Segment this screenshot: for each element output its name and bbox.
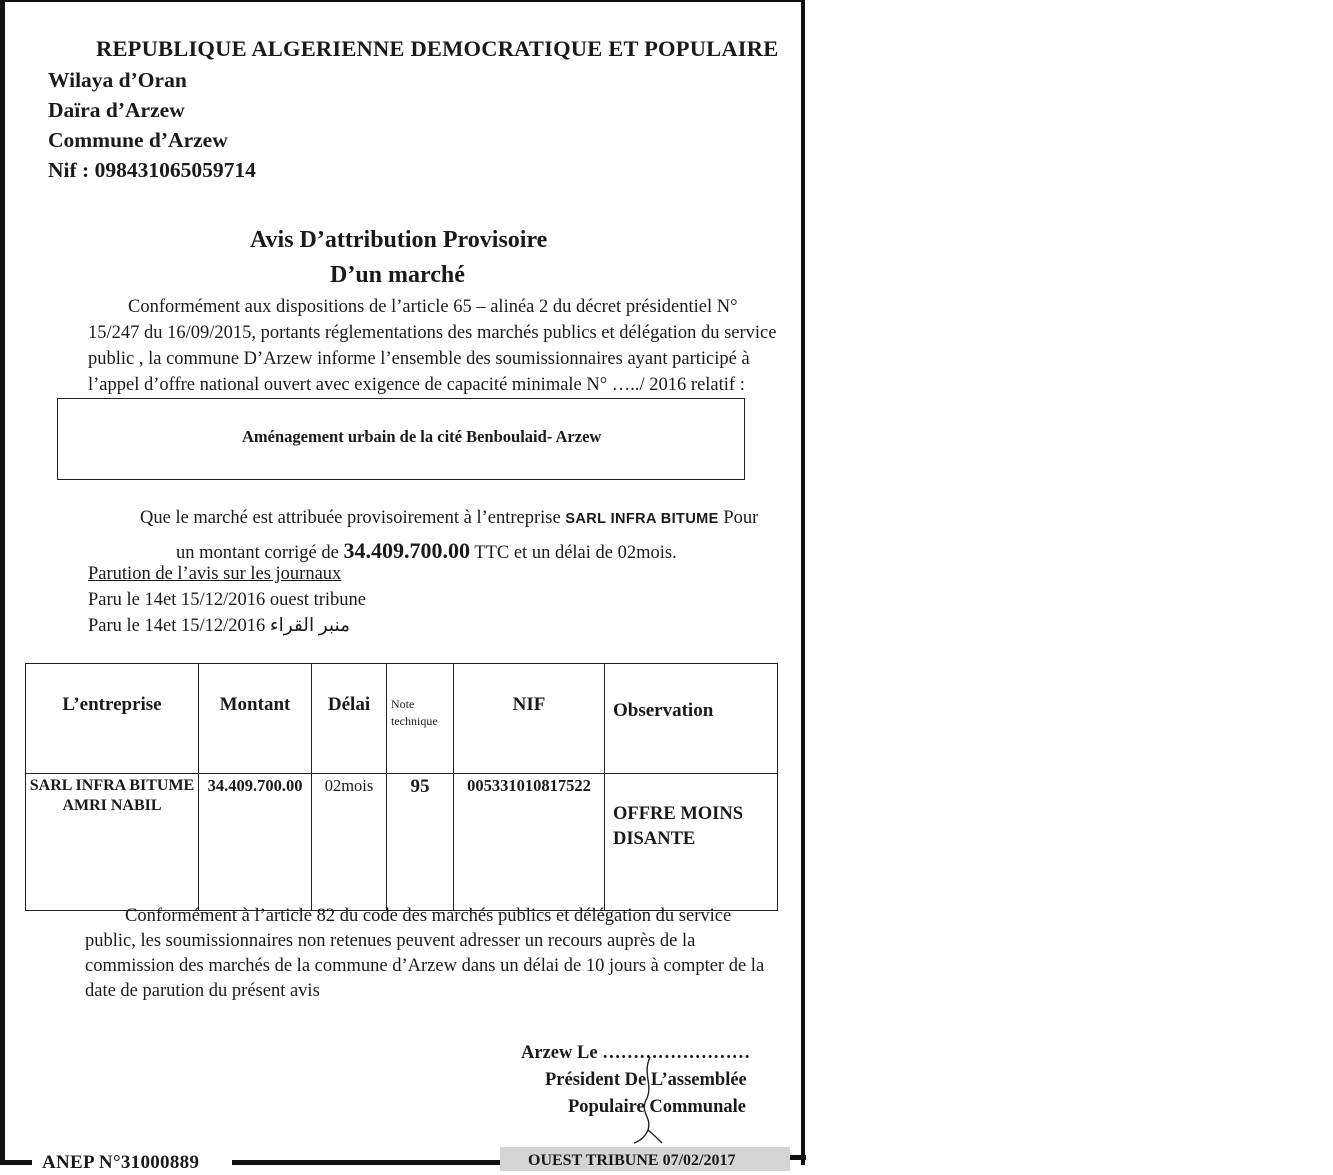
cell-entreprise (26, 774, 199, 911)
wilaya-line: Wilaya d’Oran (48, 68, 187, 92)
footer-dash (0, 1160, 32, 1165)
cell-entreprise-1: SARL INFRA BITUME (29, 777, 195, 794)
intro-line: l’appel d’offre national ouvert avec exigence de capacité minimale N° …../ 2016 relatif : (88, 375, 745, 395)
cell-montant: 34.409.700.00 (199, 774, 312, 911)
object-text: Aménagement urbain de la cité Benboulaid- Arzew (242, 427, 602, 446)
header-note (387, 664, 454, 774)
publication-title: Parution de l’avis sur les journaux (88, 564, 342, 584)
publication-line: Paru le 14et 15/12/2016 ouest tribune (88, 590, 366, 610)
publication-line: Paru le 14et 15/12/2016 منبر القراء (88, 616, 350, 636)
cell-observation-2: DISANTE (613, 829, 696, 849)
intro-paragraph (88, 294, 776, 398)
attribution-line-2 (176, 538, 677, 564)
notice-title: Avis D’attribution Provisoire (250, 227, 548, 253)
object-box (57, 398, 745, 480)
attribution-amount: 34.409.700.00 (343, 538, 470, 563)
commune-line: Commune d’Arzew (48, 128, 228, 152)
cell-observation-1: OFFRE MOINS (613, 804, 744, 824)
header-note-2: technique (391, 714, 438, 728)
nif-line: Nif : 098431065059714 (48, 158, 256, 182)
attribution-suffix: Pour (718, 508, 759, 528)
newspaper-name-date: OUEST TRIBUNE 07/02/2017 (528, 1152, 736, 1169)
anep-number: ANEP N°31000889 (42, 1152, 200, 1173)
cell-note: 95 (387, 774, 454, 911)
header-observation: Observation (605, 664, 778, 774)
header-nif: NIF (454, 664, 605, 774)
footer-newspaper (500, 1147, 790, 1171)
header-entreprise: L’entreprise (26, 664, 199, 774)
table-header-row (26, 664, 778, 774)
daira-line: Daïra d’Arzew (48, 98, 185, 122)
signature-title-1: Président De L’assemblée (545, 1070, 747, 1090)
handwritten-signature-icon (628, 1055, 668, 1145)
table-row (26, 774, 778, 911)
cell-observation (605, 774, 778, 911)
recourse-line: Conformément à l’article 82 du code des marchés publics et délégation du service (125, 906, 732, 926)
cell-delai: 02mois (312, 774, 387, 911)
republic-heading: REPUBLIQUE ALGERIENNE DEMOCRATIQUE ET POPULAIRE (96, 36, 779, 61)
intro-line: public , la commune D’Arzew informe l’ensemble des soumissionnaires ayant participé à (88, 349, 750, 369)
attribution-prefix: Que le marché est attribuée provisoirement à l’entreprise (140, 508, 566, 528)
cell-entreprise-2: AMRI NABIL (62, 797, 162, 814)
results-table (25, 663, 778, 911)
signature-place: Arzew Le …………………… (521, 1043, 751, 1063)
header-montant: Montant (199, 664, 312, 774)
amount-prefix: un montant corrigé de (176, 543, 344, 563)
attribution-line-1 (140, 508, 758, 529)
recourse-paragraph (85, 904, 764, 1004)
cell-nif: 005331010817522 (454, 774, 605, 911)
header-note-1: Note (391, 697, 415, 711)
recourse-line: public, les soumissionnaires non retenues peuvent adresser un recours auprès de la (85, 931, 696, 951)
footer-rule (232, 1160, 500, 1165)
intro-line: 15/247 du 16/09/2015, portants réglementations des marchés publics et délégation du service (88, 323, 777, 343)
header-delai: Délai (312, 664, 387, 774)
notice-subtitle: D’un marché (330, 262, 465, 288)
recourse-line: commission des marchés de la commune d’Arzew dans un délai de 10 jours à compter de la (85, 956, 765, 976)
intro-line: Conformément aux dispositions de l’article 65 – alinéa 2 du décret présidentiel N° (128, 297, 738, 317)
recourse-line: date de parution du présent avis (85, 981, 320, 1001)
signature-title-2: Populaire Communale (568, 1097, 746, 1117)
amount-suffix: TTC et un délai de 02mois. (469, 543, 677, 563)
footer-tail-rule (790, 1155, 806, 1160)
footer-anep (0, 1152, 500, 1174)
attribution-company: SARL INFRA BITUME (565, 511, 719, 527)
